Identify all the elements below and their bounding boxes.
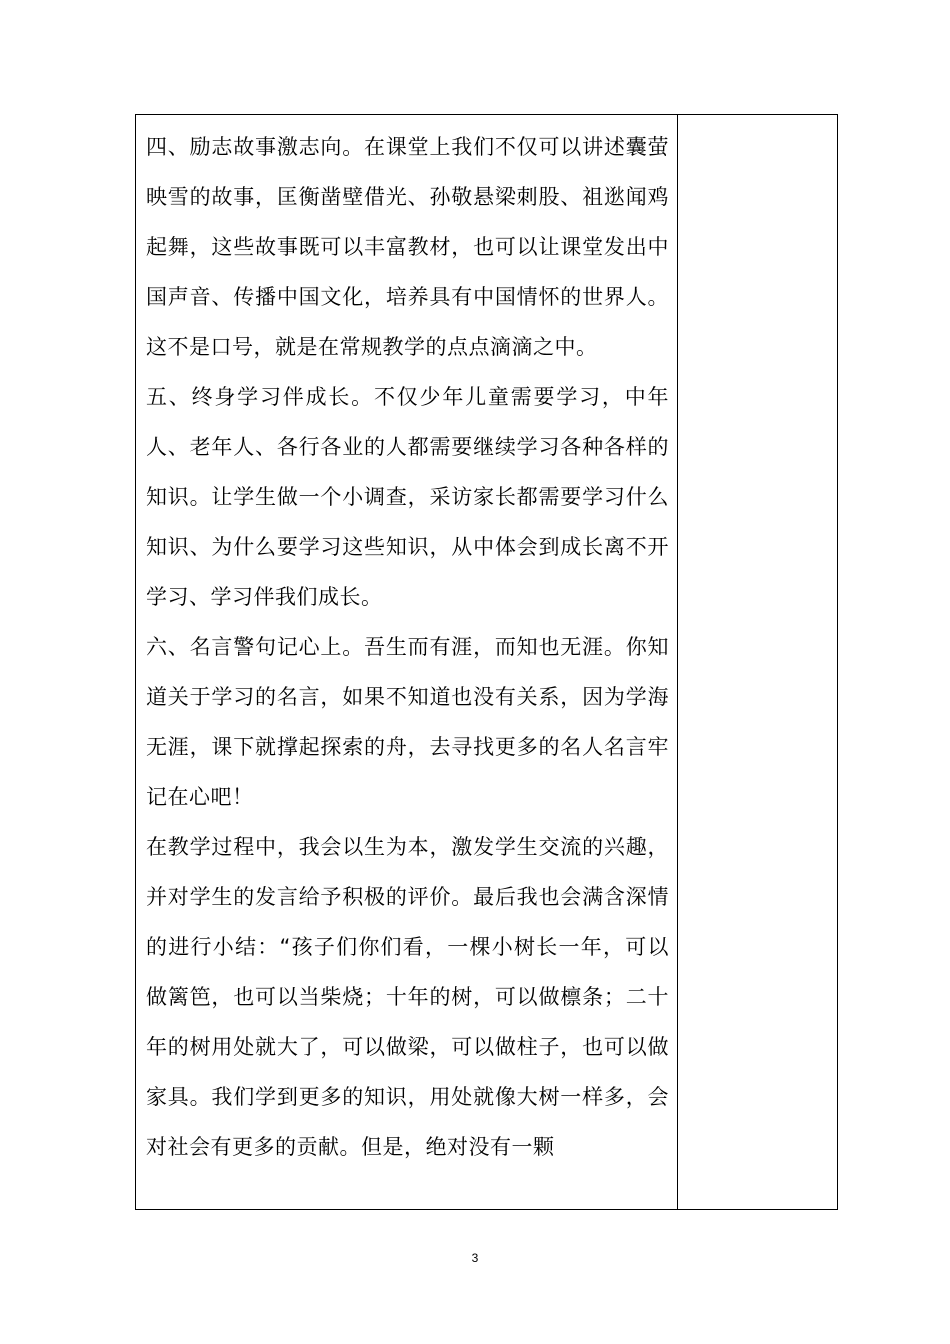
main-text-cell xyxy=(136,115,678,1209)
notes-cell xyxy=(678,115,837,1209)
paragraph-famous-quotes: 六、名言警句记心上。吾生而有涯，而知也无涯。你知道关于学习的名言，如果不知道也没有关系，因为学海无涯，课下就撑起探索的舟，去寻找更多的名人名言牢记在心吧！ xyxy=(146,635,669,809)
paragraph-inspirational-stories: 四、励志故事激志向。在课堂上我们不仅可以讲述囊萤映雪的故事，匡衡凿壁借光、孙敬悬梁刺股、祖逖闻鸡起舞，这些故事既可以丰富教材，也可以让课堂发出中国声音、传播中国文化，培养具有中国情怀的世界人。这不是口号，就是在常规教学的点点滴滴之中。 xyxy=(146,135,669,359)
paragraph-teaching-summary: 在教学过程中，我会以生为本，激发学生交流的兴趣，并对学生的发言给予积极的评价。最后我也会满含深情的进行小结：“孩子们你们看，一棵小树长一年，可以做篱笆，也可以当柴烧；十年的树，可以做檩条；二十年的树用处就大了，可以做梁，可以做柱子，也可以做家具。我们学到更多的知识，用处就像大树一样多，会对社会有更多的贡献。但是，绝对没有一颗 xyxy=(146,835,669,1159)
page-number: 3 xyxy=(471,1251,479,1265)
content-table xyxy=(135,114,838,1210)
paragraph-lifelong-learning: 五、终身学习伴成长。不仅少年儿童需要学习，中年人、老年人、各行各业的人都需要继续学习各种各样的知识。让学生做一个小调查，采访家长都需要学习什么知识、为什么要学习这些知识，从中体会到成长离不开学习、学习伴我们成长。 xyxy=(146,385,669,609)
